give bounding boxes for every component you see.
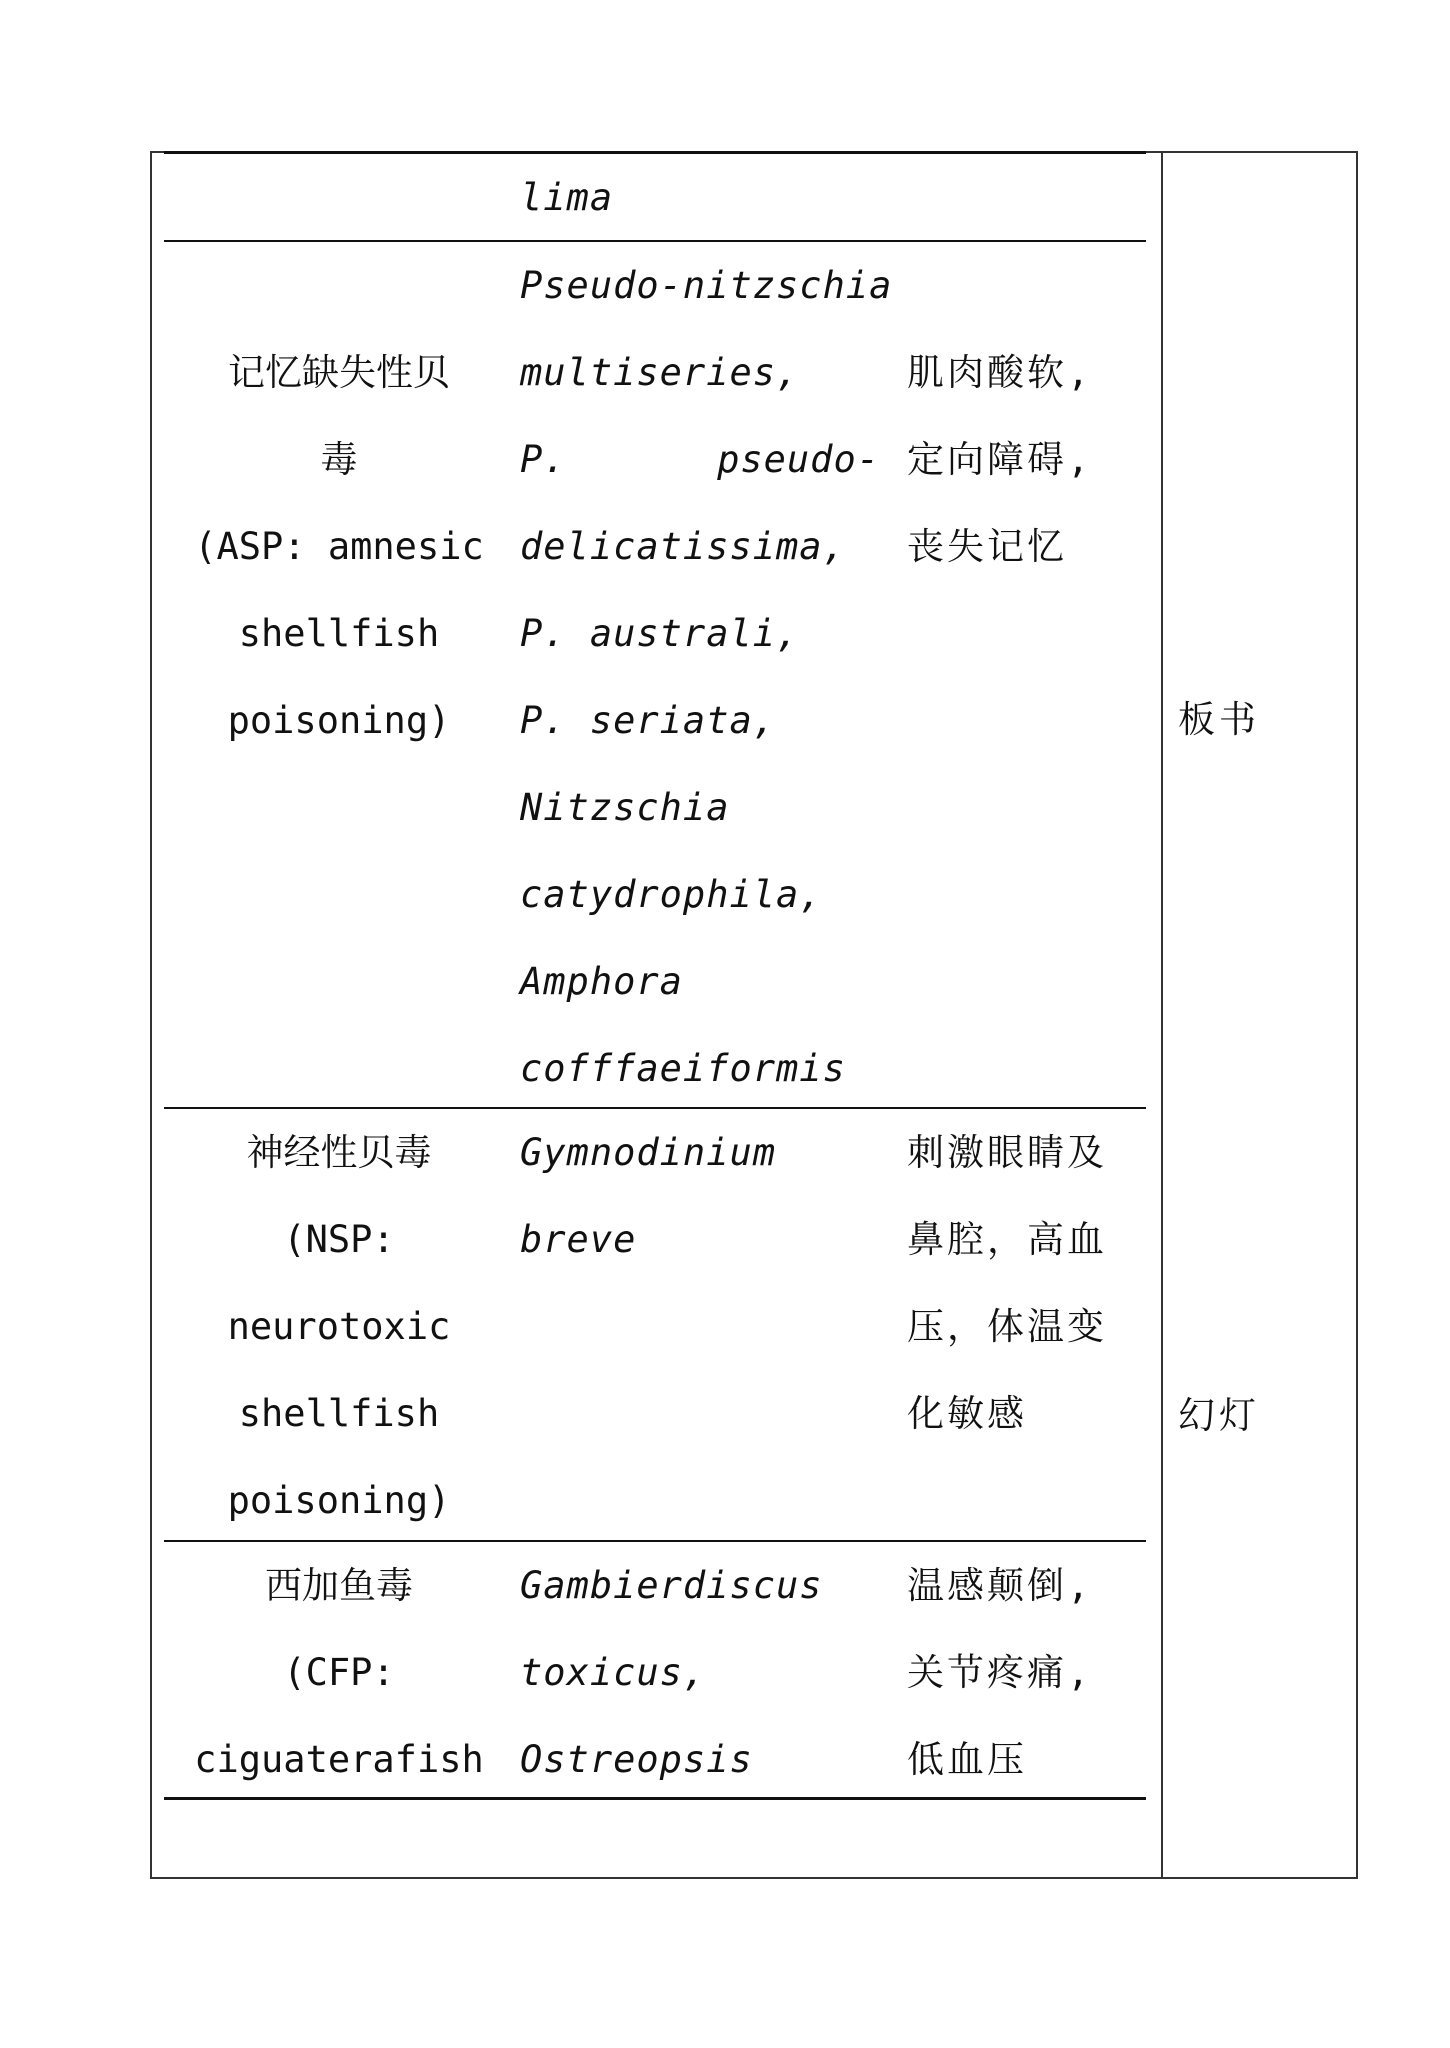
toxin-name-cell <box>164 1542 514 1803</box>
organism-line: toxicus, <box>520 1651 707 1694</box>
toxin-name-line: shellfish <box>238 1392 440 1435</box>
symptom-cell <box>907 1109 1147 1457</box>
notes-column-divider <box>1161 151 1163 1879</box>
teaching-note <box>1178 676 1298 763</box>
organism-line <box>520 416 880 503</box>
symptom-line: 压，体温变 <box>907 1305 1107 1348</box>
organism-cell <box>520 242 893 1112</box>
organism-line: breve <box>520 1218 637 1261</box>
toxin-name-line: neurotoxic <box>227 1305 451 1348</box>
organism-line: lima <box>520 176 614 219</box>
symptom-line: 肌肉酸软, <box>907 351 1093 394</box>
symptom-line: 低血压 <box>907 1738 1027 1781</box>
organism-line: delicatissima, <box>520 525 846 568</box>
organism-line: Nitzschia <box>520 786 730 829</box>
organism-cell <box>520 154 880 241</box>
symptom-line: 化敏感 <box>907 1392 1027 1435</box>
toxin-name-line: (ASP: amnesic <box>194 525 484 568</box>
toxin-name-cell <box>164 242 514 764</box>
symptom-line: 定向障碍, <box>907 438 1093 481</box>
organism-cell <box>520 1109 880 1283</box>
toxin-name-line: 神经性贝毒 <box>246 1131 432 1174</box>
organism-line-part: pseudo- <box>717 438 880 481</box>
organism-line: cofffaeiformis <box>520 1047 846 1090</box>
organism-line: Gambierdiscus <box>520 1564 823 1607</box>
toxin-name-line: ciguaterafish <box>194 1738 484 1781</box>
organism-line: catydrophila, <box>520 873 823 916</box>
toxin-name-line: 西加鱼毒 <box>265 1564 413 1607</box>
teaching-note <box>1178 1372 1298 1459</box>
note-blackboard: 板书 <box>1178 698 1260 741</box>
toxin-name-line: shellfish <box>238 612 440 655</box>
organism-line-part: P. <box>520 438 567 481</box>
toxin-name-line: poisoning) <box>227 699 451 742</box>
toxin-name-cell <box>164 1109 514 1544</box>
symptom-line: 丧失记忆 <box>907 525 1067 568</box>
organism-line: Amphora <box>520 960 683 1003</box>
toxin-name-line: 毒 <box>320 438 358 481</box>
toxin-name-line: (NSP: <box>283 1218 395 1261</box>
organism-line: P. australi, <box>520 612 800 655</box>
symptom-line: 刺激眼睛及 <box>907 1131 1107 1174</box>
organism-line: Ostreopsis <box>520 1738 753 1781</box>
symptom-line: 鼻腔，高血 <box>907 1218 1107 1261</box>
toxin-name-line: 记忆缺失性贝 <box>228 351 450 394</box>
organism-line: Gymnodinium <box>520 1131 777 1174</box>
symptom-cell <box>907 1542 1147 1803</box>
toxin-name-line: (CFP: <box>283 1651 395 1694</box>
symptom-cell <box>907 242 1147 590</box>
organism-line: P. seriata, <box>520 699 777 742</box>
toxin-name-line: poisoning) <box>227 1479 451 1522</box>
organism-line: Pseudo-nitzschia <box>520 264 893 307</box>
symptom-line: 温感颠倒, <box>907 1564 1093 1607</box>
organism-cell <box>520 1542 880 1803</box>
note-slides: 幻灯 <box>1178 1394 1260 1437</box>
symptom-line: 关节疼痛, <box>907 1651 1093 1694</box>
organism-line: multiseries, <box>520 351 800 394</box>
